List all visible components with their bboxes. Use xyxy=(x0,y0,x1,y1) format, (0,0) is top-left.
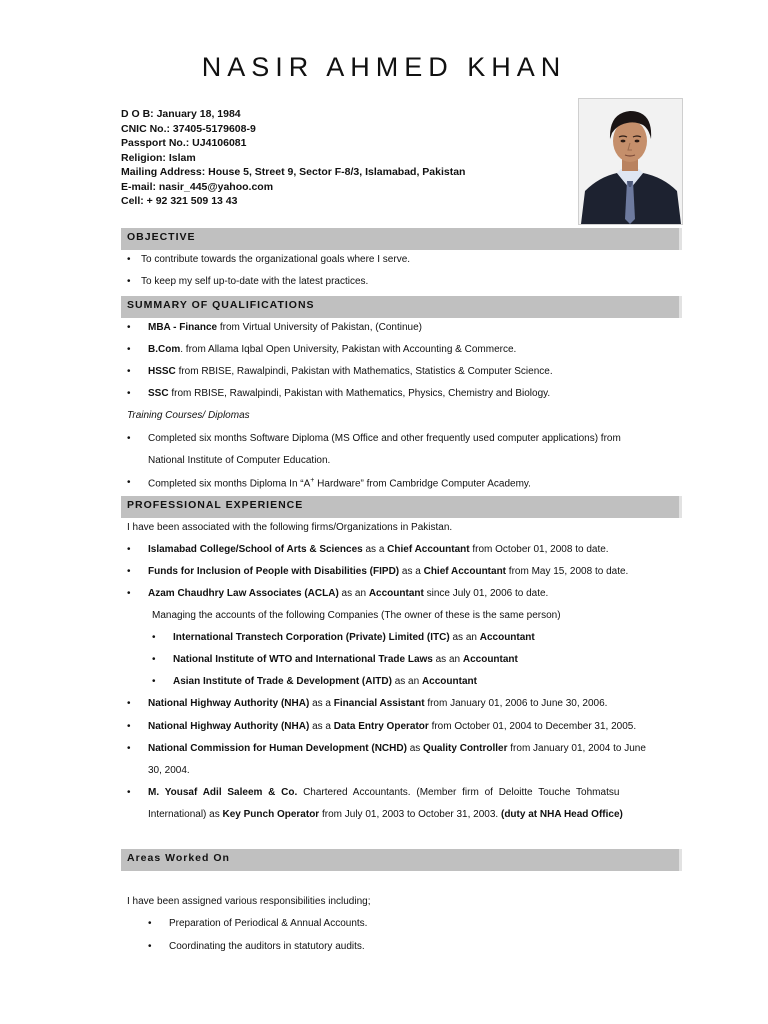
training-heading: Training Courses/ Diplomas xyxy=(127,410,250,421)
position: Accountant xyxy=(479,632,535,643)
connector: as an xyxy=(338,588,369,599)
area-item: Coordinating the auditors in statutory audits. xyxy=(169,941,365,952)
company-name: Asian Institute of Trade & Development (AITD) xyxy=(173,676,392,687)
employer: National Highway Authority (NHA) xyxy=(148,721,310,732)
company-name: International Transtech Corporation (Private) Limited (ITC) xyxy=(173,632,450,643)
objective-item: To contribute towards the organizational goals where I serve. xyxy=(141,254,411,265)
employer-detail: Chartered Accountants. (Member firm of Deloitte Touche Tohmatsu xyxy=(297,787,620,798)
training-text: Completed six months Diploma In “A xyxy=(148,478,311,490)
superscript-plus: + xyxy=(310,477,315,484)
bullet-icon: • xyxy=(127,276,131,287)
duration: since July 01, 2006 to date. xyxy=(423,588,549,599)
experience-item xyxy=(148,588,548,599)
position: Accountant xyxy=(368,588,424,599)
position: Chief Accountant xyxy=(387,544,470,555)
qualification-detail: from RBISE, Rawalpindi, Pakistan with Mathematics, Statistics & Computer Science. xyxy=(175,366,553,377)
training-item xyxy=(148,477,531,489)
bullet-icon: • xyxy=(127,698,131,709)
bullet-icon: • xyxy=(127,433,131,444)
experience-item-continued xyxy=(148,809,623,820)
sub-company-item xyxy=(173,632,535,643)
section-title: PROFESSIONAL EXPERIENCE xyxy=(127,499,304,511)
experience-item xyxy=(148,721,636,732)
bullet-icon: • xyxy=(127,344,131,355)
position: Accountant xyxy=(421,676,477,687)
employer: National Commission for Human Development (NCHD) xyxy=(148,743,407,754)
profile-photo xyxy=(578,98,683,225)
position: Data Entry Operator xyxy=(333,721,429,732)
experience-item xyxy=(148,544,609,555)
position: Key Punch Operator xyxy=(222,809,320,820)
bullet-icon: • xyxy=(127,787,131,798)
experience-item xyxy=(148,698,607,709)
qualification-item xyxy=(148,388,550,399)
dob: D O B: January 18, 1984 xyxy=(121,108,241,120)
connector: as a xyxy=(309,698,334,709)
position: Financial Assistant xyxy=(333,698,425,709)
qualification-detail: from Virtual University of Pakistan, (Continue) xyxy=(217,322,422,333)
employer: Azam Chaudhry Law Associates (ACLA) xyxy=(148,588,339,599)
connector: as a xyxy=(362,544,388,555)
duty-note: (duty at NHA Head Office) xyxy=(500,809,623,820)
bullet-icon: • xyxy=(152,654,156,665)
bullet-icon: • xyxy=(127,743,131,754)
bullet-icon: • xyxy=(127,366,131,377)
position: Accountant xyxy=(462,654,518,665)
employer: Funds for Inclusion of People with Disabilities (FIPD) xyxy=(148,566,400,577)
personal-details xyxy=(121,107,465,209)
qualification-item xyxy=(148,322,422,333)
position: Chief Accountant xyxy=(423,566,507,577)
duration: from May 15, 2008 to date. xyxy=(506,566,629,577)
bullet-icon: • xyxy=(148,918,152,929)
bullet-icon: • xyxy=(127,388,131,399)
employer: M. Yousaf Adil Saleem & Co. xyxy=(148,787,298,798)
sub-company-item xyxy=(173,654,518,665)
qualification-item xyxy=(148,366,553,377)
employer: Islamabad College/School of Arts & Sciences xyxy=(148,544,363,555)
candidate-name: NASIR AHMED KHAN xyxy=(201,52,567,82)
bullet-icon: • xyxy=(127,254,131,265)
areas-intro: I have been assigned various responsibilities including; xyxy=(127,896,371,907)
bullet-icon: • xyxy=(127,322,131,333)
experience-item xyxy=(148,787,619,798)
passport: Passport No.: UJ4106081 xyxy=(121,137,247,149)
qualification-degree: SSC xyxy=(148,388,169,399)
qualification-detail: from RBISE, Rawalpindi, Pakistan with Mathematics, Physics, Chemistry and Biology. xyxy=(168,388,551,399)
email: E-mail: nasir_445@yahoo.com xyxy=(121,180,274,193)
section-areas xyxy=(121,849,682,871)
bullet-icon: • xyxy=(127,721,131,732)
qualification-degree: B.Com xyxy=(148,344,181,355)
connector: as an xyxy=(391,676,422,687)
training-item-line2: National Institute of Computer Education. xyxy=(148,455,331,466)
managing-note: Managing the accounts of the following Companies (The owner of these is the same person) xyxy=(152,610,561,621)
section-objective xyxy=(121,228,682,250)
mailing-address: Mailing Address: House 5, Street 9, Sector F-8/3, Islamabad, Pakistan xyxy=(121,166,466,178)
connector: as a xyxy=(399,566,424,577)
experience-intro: I have been associated with the following firms/Organizations in Pakistan. xyxy=(127,522,453,533)
section-experience xyxy=(121,496,682,518)
training-item-line1: Completed six months Software Diploma (MS Office and other frequently used computer applications) from xyxy=(148,433,621,444)
bullet-icon: • xyxy=(152,632,156,643)
area-item: Preparation of Periodical & Annual Accounts. xyxy=(169,918,368,929)
duration: from October 01, 2004 to December 31, 2005. xyxy=(428,721,637,732)
bullet-icon: • xyxy=(127,544,131,555)
bullet-icon: • xyxy=(152,676,156,687)
duration: from July 01, 2003 to October 31, 2003. xyxy=(319,809,501,820)
qualification-item xyxy=(148,344,516,355)
connector: International) as xyxy=(148,809,223,820)
connector: as an xyxy=(432,654,463,665)
bullet-icon: • xyxy=(127,566,131,577)
duration: from January 01, 2006 to June 30, 2006. xyxy=(424,698,608,709)
sub-company-item xyxy=(173,676,477,687)
bullet-icon: • xyxy=(148,941,152,952)
cell: Cell: + 92 321 509 13 43 xyxy=(121,195,238,207)
section-title: OBJECTIVE xyxy=(127,231,196,243)
experience-item xyxy=(148,566,628,577)
position: Quality Controller xyxy=(423,743,508,754)
bullet-icon: • xyxy=(127,588,131,599)
qualification-degree: MBA - Finance xyxy=(148,322,218,333)
objective-item: To keep my self up-to-date with the latest practices. xyxy=(141,276,369,287)
company-name: National Institute of WTO and International Trade Laws xyxy=(173,654,433,665)
portrait-image xyxy=(579,99,682,224)
section-title: Areas Worked On xyxy=(127,852,230,864)
training-text: Hardware” from Cambridge Computer Academy. xyxy=(314,478,531,490)
connector: as a xyxy=(309,721,334,732)
duration: from October 01, 2008 to date. xyxy=(469,544,609,555)
connector: as an xyxy=(449,632,480,643)
qualification-detail: . from Allama Iqbal Open University, Pakistan with Accounting & Commerce. xyxy=(180,344,517,355)
connector: as xyxy=(406,743,424,754)
qualification-degree: HSSC xyxy=(148,366,176,377)
experience-item-continued: 30, 2004. xyxy=(148,765,190,776)
bullet-icon: • xyxy=(127,477,131,488)
duration: from January 01, 2004 to June xyxy=(507,743,646,754)
section-title: SUMMARY OF QUALIFICATIONS xyxy=(127,299,315,311)
cnic: CNIC No.: 37405-5179608-9 xyxy=(121,122,256,135)
section-summary xyxy=(121,296,682,318)
experience-item xyxy=(148,743,646,754)
religion: Religion: Islam xyxy=(121,151,196,164)
employer: National Highway Authority (NHA) xyxy=(148,698,310,709)
